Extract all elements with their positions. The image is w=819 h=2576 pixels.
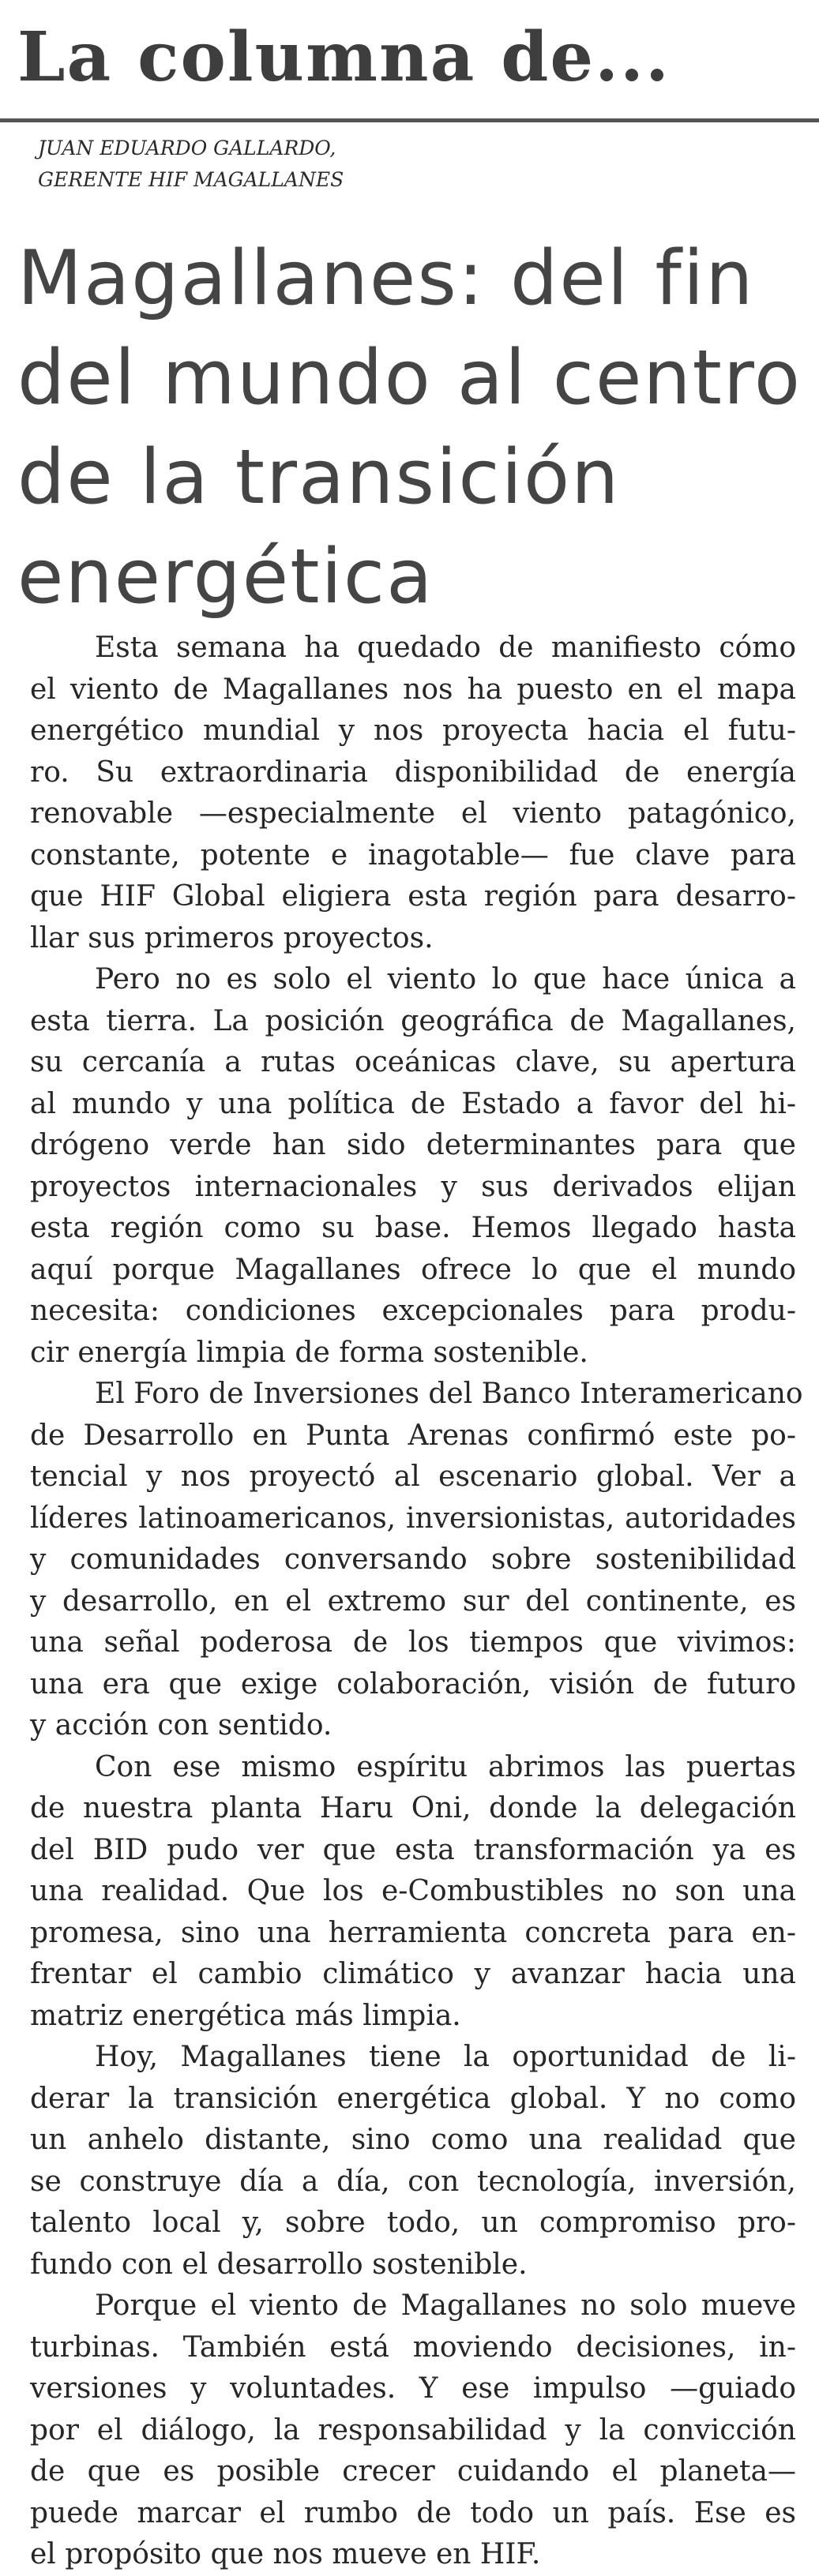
paragraph-line: se construye día a día, con tecnología, inversión, bbox=[30, 2165, 796, 2198]
paragraph-line: el propósito que nos mueve en HIF. bbox=[30, 2538, 541, 2570]
paragraph-line: puede marcar el rumbo de todo un país. Ese es bbox=[30, 2496, 796, 2529]
paragraph-line: Pero no es solo el viento lo que hace única a bbox=[95, 963, 796, 996]
paragraph-line: proyectos internacionales y sus derivados elijan bbox=[30, 1170, 796, 1203]
paragraph-line: de nuestra planta Haru Oni, donde la delegación bbox=[30, 1792, 796, 1824]
paragraph-line: una era que exige colaboración, visión de futuro bbox=[30, 1667, 796, 1700]
paragraph-line: Con ese mismo espíritu abrimos las puertas bbox=[95, 1750, 796, 1783]
paragraph-line: aquí porque Magallanes ofrece lo que el mundo bbox=[30, 1253, 796, 1286]
paragraph-line: esta tierra. La posición geográfica de Magallanes, bbox=[30, 1004, 796, 1037]
headline-line: energética bbox=[17, 534, 434, 621]
paragraph-line: y acción con sentido. bbox=[30, 1709, 332, 1742]
paragraph-line: esta región como su base. Hemos llegado hasta bbox=[30, 1212, 796, 1244]
paragraph-line: el viento de Magallanes nos ha puesto en el mapa bbox=[30, 673, 796, 706]
paragraph-line: Esta semana ha quedado de manifiesto cómo bbox=[95, 632, 796, 664]
paragraph-line: al mundo y una política de Estado a favor del hi- bbox=[30, 1087, 796, 1120]
paragraph-line: y comunidades conversando sobre sostenibilidad bbox=[30, 1543, 796, 1576]
article-paragraph bbox=[30, 959, 796, 1374]
paragraph-line: llar sus primeros proyectos. bbox=[30, 921, 434, 954]
paragraph-line: talento local y, sobre todo, un compromiso pro- bbox=[30, 2207, 796, 2239]
paragraph-line: líderes latinoamericanos, inversionistas, autoridades bbox=[30, 1502, 796, 1535]
paragraph-line: un anhelo distante, sino como una realidad que bbox=[30, 2124, 796, 2156]
paragraph-line: promesa, sino una herramienta concreta para en- bbox=[30, 1916, 796, 1949]
article-paragraph bbox=[30, 628, 796, 959]
paragraph-line: del BID pudo ver que esta transformación ya es bbox=[30, 1833, 796, 1866]
title-divider bbox=[0, 118, 819, 122]
paragraph-line: que HIF Global eligiera esta región para desarro- bbox=[30, 880, 796, 913]
paragraph-line: Hoy, Magallanes tiene la oportunidad de li- bbox=[95, 2041, 796, 2073]
author-role: GERENTE HIF MAGALLANES bbox=[38, 168, 344, 191]
paragraph-line: drógeno verde han sido determinantes para que bbox=[30, 1129, 796, 1161]
paragraph-line: de que es posible crecer cuidando el planeta— bbox=[30, 2455, 796, 2488]
paragraph-line: su cercanía a rutas oceánicas clave, su apertura bbox=[30, 1046, 796, 1078]
paragraph-line: y desarrollo, en el extremo sur del continente, es bbox=[30, 1584, 796, 1618]
paragraph-line: renovable —especialmente el viento patagónico, bbox=[30, 797, 796, 830]
paragraph-line: turbinas. También está moviendo decisiones, in- bbox=[30, 2330, 796, 2364]
paragraph-line: una señal poderosa de los tiempos que vivimos: bbox=[30, 1626, 796, 1659]
paragraph-line: El Foro de Inversiones del Banco Interamericano bbox=[95, 1378, 803, 1410]
article-paragraph bbox=[30, 2285, 796, 2576]
paragraph-line: versiones y voluntades. Y ese impulso —guiado bbox=[30, 2372, 796, 2405]
headline-line: Magallanes: del fin bbox=[17, 235, 755, 322]
paragraph-line: una realidad. Que los e-Combustibles no son una bbox=[30, 1875, 796, 1907]
paragraph-line: necesita: condiciones excepcionales para produ- bbox=[30, 1295, 796, 1327]
paragraph-line: Porque el viento de Magallanes no solo mueve bbox=[95, 2289, 796, 2322]
article-headline bbox=[17, 229, 807, 627]
headline-line: de la transición bbox=[17, 434, 621, 521]
paragraph-line: tencial y nos proyectó al escenario global. Ver a bbox=[30, 1460, 796, 1493]
article-paragraph bbox=[30, 1374, 803, 1747]
paragraph-line: de Desarrollo en Punta Arenas confirmó este po- bbox=[30, 1419, 796, 1452]
article-paragraph bbox=[30, 2037, 796, 2285]
paragraph-line: frentar el cambio climático y avanzar hacia una bbox=[30, 1958, 796, 1990]
paragraph-line: constante, potente e inagotable— fue clave para bbox=[30, 838, 796, 872]
paragraph-line: fundo con el desarrollo sostenible. bbox=[30, 2248, 528, 2281]
byline bbox=[38, 133, 344, 196]
paragraph-line: derar la transición energética global. Y no como bbox=[30, 2082, 796, 2115]
paragraph-line: matriz energética más limpia. bbox=[30, 1999, 461, 2032]
paragraph-line: ro. Su extraordinaria disponibilidad de energía bbox=[30, 756, 796, 789]
article-body bbox=[30, 628, 803, 2576]
paragraph-line: cir energía limpia de forma sostenible. bbox=[30, 1336, 588, 1369]
headline-line: del mundo al centro bbox=[17, 335, 802, 422]
column-title: La columna de... bbox=[17, 17, 671, 97]
author-name: JUAN EDUARDO GALLARDO, bbox=[38, 137, 336, 159]
article-paragraph bbox=[30, 1747, 796, 2038]
paragraph-line: por el diálogo, la responsabilidad y la convicción bbox=[30, 2413, 796, 2447]
paragraph-line: energético mundial y nos proyecta hacia el futu- bbox=[30, 714, 796, 747]
